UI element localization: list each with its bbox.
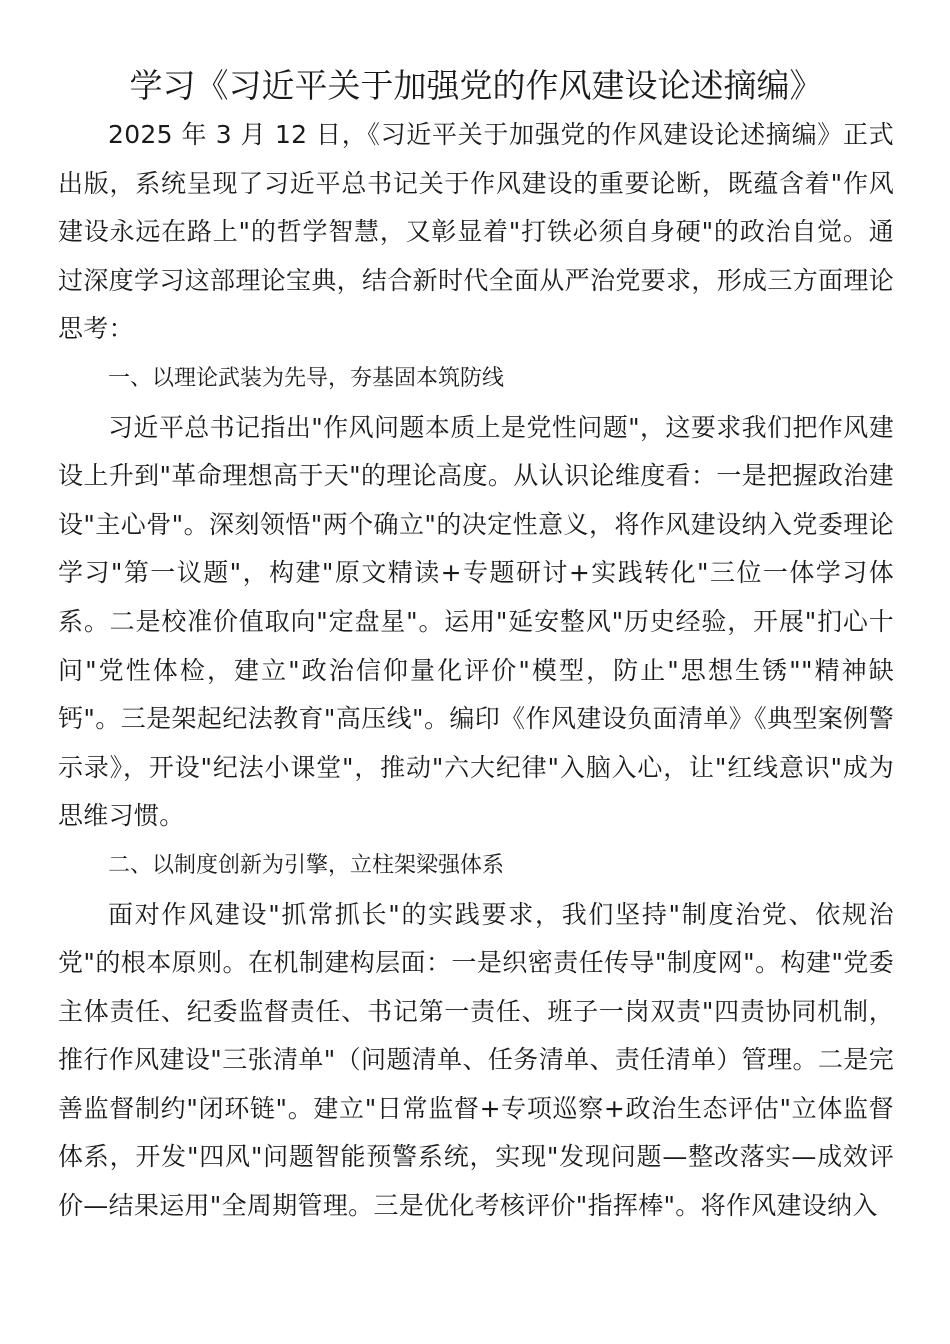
section-heading-2: 二、以制度创新为引擎，立柱架梁强体系	[108, 852, 505, 878]
intro-paragraph: 2025 年 3 月 12 日，《习近平关于加强党的作风建设论述摘编》正式出版，系统呈现了习近平总书记关于作风建设的重要论断，既蕴含着"作风建设永远在路上"的哲学智慧，又彰显着"打铁必须自身硬"的政治自觉。通过深度学习这部理论宝典，结合新时代全面从严治党要求，形成三方面理论思考：	[58, 120, 894, 344]
document-title: 学习《习近平关于加强党的作风建设论述摘编》	[129, 66, 823, 105]
section-body-2: 面对作风建设"抓常抓长"的实践要求，我们坚持"制度治党、依规治党"的根本原则。在机制建构层面：一是织密责任传导"制度网"。构建"党委主体责任、纪委监督责任、书记第一责任、班子一岗双责"四责协同机制，推行作风建设"三张清单"（问题清单、任务清单、责任清单）管理。二是完善监督制约"闭环链"。建立"日常监督+专项巡察+政治生态评估"立体监督体系，开发"四风"问题智能预警系统，实现"发现问题—整改落实—成效评价—结果运用"全周期管理。三是优化考核评价"指挥棒"。将作风建设纳入	[58, 899, 894, 1221]
section-body-1: 习近平总书记指出"作风问题本质上是党性问题"，这要求我们把作风建设上升到"革命理想高于天"的理论高度。从认识论维度看：一是把握政治建设"主心骨"。深刻领悟"两个确立"的决定性意义，将作风建设纳入党委理论学习"第一议题"，构建"原文精读+专题研讨+实践转化"三位一体学习体系。二是校准价值取向"定盘星"。运用"延安整风"历史经验，开展"扪心十问"党性体检，建立"政治信仰量化评价"模型，防止"思想生锈""精神缺钙"。三是架起纪法教育"高压线"。编印《作风建设负面清单》《典型案例警示录》，开设"纪法小课堂"，推动"六大纪律"入脑入心，让"红线意识"成为思维习惯。	[58, 412, 894, 831]
document-page	[58, 62, 894, 1231]
section-heading-1: 一、以理论武装为先导，夯基固本筑防线	[108, 365, 505, 391]
